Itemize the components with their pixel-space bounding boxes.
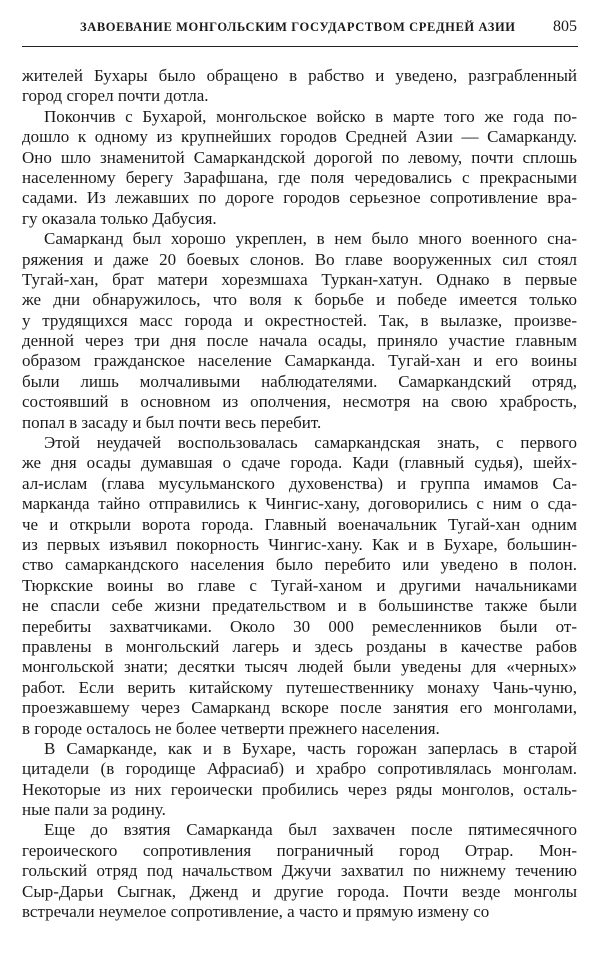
- text-line: марканда тайно отправились к Чингис-хану, договорились с ним о сда-: [22, 494, 577, 514]
- text-line: Тюркские воины во главе с Тугай-ханом и другими начальниками: [22, 575, 577, 595]
- text-line: гу оказала только Дабусия.: [22, 208, 217, 228]
- text-line: же дни обнаружилось, что воля к борьбе и победе имеется только: [22, 290, 577, 310]
- text-line: Самарканд был хорошо укреплен, в нем было много военного сна-: [44, 229, 577, 249]
- paragraph: [22, 229, 577, 433]
- text-line: перебиты захватчиками. Около 30 000 ремесленников были от-: [22, 616, 577, 636]
- text-line: не спасли себе жизни предательством и в большинстве также были: [22, 596, 577, 616]
- text-line: встречали неумелое сопротивление, а часто и прямую измену со: [22, 902, 490, 922]
- text-line: героического сопротивления пограничный город Отрар. Мон-: [22, 840, 577, 860]
- text-line: садами. Из лежавших по дороге городов серьезное сопротивление вра-: [22, 188, 577, 208]
- text-line: цитадели (в городище Афрасиаб) и храбро сопротивлялась монголам.: [22, 759, 577, 779]
- text-line: Сыр-Дарьи Сыгнак, Дженд и другие города. Почти везде монголы: [22, 881, 577, 901]
- paragraph: [22, 739, 577, 821]
- text-line: денной через три дня после начала осады, приняло участие главным: [22, 331, 577, 351]
- text-line: дошло к одному из крупнейших городов Средней Азии — Самарканду.: [22, 127, 577, 147]
- text-line: В Самарканде, как и в Бухаре, часть горожан заперлась в старой: [44, 738, 577, 758]
- text-line: у трудящихся масс города и окрестностей. Так, в вылазке, произве-: [22, 310, 577, 330]
- text-line: город сгорел почти дотла.: [22, 86, 209, 106]
- text-line: Некоторые из них героически пробились через ряды монголов, осталь-: [22, 779, 577, 799]
- text-line: попал в засаду и был почти весь перебит.: [22, 412, 322, 432]
- text-line: образом гражданское население Самарканда. Тугай-хан и его воины: [22, 351, 577, 371]
- text-line: монгольской знати; десятки тысяч людей были уведены для «черных»: [22, 657, 577, 677]
- text-line: же дня осады думавшая о сдаче города. Кади (главный судья), шейх-: [22, 453, 577, 473]
- text-line: че и открыли ворота города. Главный военачальник Тугай-хан одним: [22, 514, 577, 534]
- running-title: ЗАВОЕВАНИЕ МОНГОЛЬСКИМ ГОСУДАРСТВОМ СРЕДНЕЙ АЗИИ: [80, 20, 516, 34]
- text-line: Покончив с Бухарой, монгольское войско в марте того же года по-: [44, 106, 577, 126]
- text-line: в городе осталось не более четверти прежнего населения.: [22, 718, 440, 738]
- text-line: из первых изъявил покорность Чингис-хану. Как и в Бухаре, большин-: [22, 534, 577, 554]
- text-line: проезжавшему через Самарканд вскоре после занятия его монголами,: [22, 698, 577, 718]
- text-line: ал-ислам (глава мусульманского духовенства) и группа имамов Са-: [22, 473, 577, 493]
- text-line: были лишь молчаливыми наблюдателями. Самаркандский отряд,: [22, 371, 577, 391]
- text-line: гольский отряд под начальством Джучи захватил по нижнему течению: [22, 861, 577, 881]
- text-line: работ. Если верить китайскому путешественнику монаху Чань-чуню,: [22, 677, 577, 697]
- page-number: 805: [553, 18, 577, 35]
- paragraph: [22, 820, 577, 922]
- body-text: [22, 66, 577, 922]
- text-line: ство самаркандского населения было перебито или уведено в полон.: [22, 555, 577, 575]
- text-line: Тугай-хан, брат матери хорезмшаха Туркан-хатун. Однако в первые: [22, 269, 577, 289]
- page-header: [22, 18, 577, 38]
- text-line: Этой неудачей воспользовалась самаркандская знать, с первого: [44, 433, 577, 453]
- paragraph: [22, 66, 577, 107]
- text-line: правлены в монгольский лагерь и здесь розданы в качестве рабов: [22, 636, 577, 656]
- text-line: жителей Бухары было обращено в рабство и уведено, разграбленный: [22, 66, 577, 85]
- text-line: состоявший в основном из ополчения, несмотря на свою храбрость,: [22, 392, 577, 412]
- paragraph: [22, 107, 577, 229]
- header-rule: [22, 46, 578, 47]
- text-line: ряжения и даже 20 боевых слонов. Во главе вооруженных сил стоял: [22, 249, 577, 269]
- text-line: населенному берегу Зарафшана, где поля чередовались с прекрасными: [22, 167, 577, 187]
- text-line: Оно шло знаменитой Самаркандской дорогой по левому, почти сплошь: [22, 147, 577, 167]
- paragraph: [22, 433, 577, 739]
- text-line: Еще до взятия Самарканда был захвачен после пятимесячного: [44, 820, 577, 840]
- text-line: ные пали за родину.: [22, 800, 166, 820]
